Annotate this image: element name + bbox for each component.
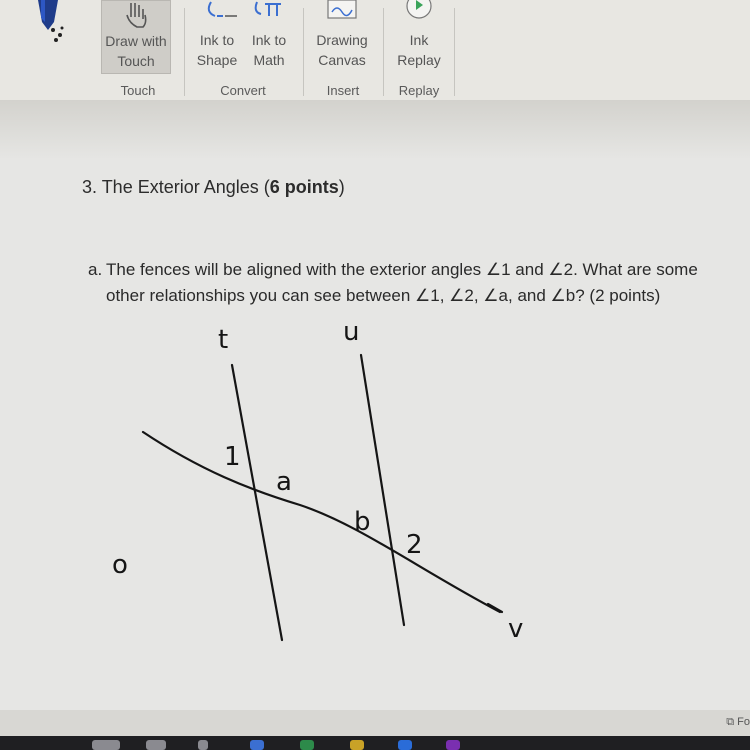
group-label-touch: Touch bbox=[120, 83, 156, 98]
line-u bbox=[361, 355, 404, 625]
group-label-convert: Convert bbox=[220, 83, 266, 98]
label-2: 2 bbox=[406, 530, 423, 560]
ink-to-math-line1: Ink to bbox=[251, 32, 287, 48]
drawing-canvas-line2: Canvas bbox=[318, 52, 366, 68]
group-label-replay: Replay bbox=[398, 83, 440, 98]
taskbar-app[interactable] bbox=[350, 740, 364, 750]
drawing-canvas-line1: Drawing bbox=[316, 32, 368, 48]
ink-replay-line2: Replay bbox=[397, 52, 441, 68]
focus-label[interactable]: ⧉ Fo bbox=[726, 716, 750, 728]
ink-to-math-line2: Math bbox=[253, 52, 285, 68]
line-v bbox=[143, 432, 500, 612]
label-u: u bbox=[343, 317, 360, 347]
ink-replay-line1: Ink bbox=[409, 32, 429, 48]
taskbar-app[interactable] bbox=[198, 740, 208, 750]
taskbar-app[interactable] bbox=[446, 740, 460, 750]
taskbar-app[interactable] bbox=[250, 740, 264, 750]
taskbar bbox=[0, 736, 750, 750]
ink-to-shape-line2: Shape bbox=[196, 52, 238, 68]
question-points: 6 points bbox=[269, 177, 339, 197]
group-label-insert: Insert bbox=[326, 83, 360, 98]
status-bar bbox=[0, 710, 750, 736]
question-title-close: ) bbox=[338, 177, 345, 197]
label-1: 1 bbox=[224, 442, 241, 472]
ink-to-shape-line1: Ink to bbox=[199, 32, 235, 48]
label-a: a bbox=[276, 467, 292, 497]
focus-text: Fo bbox=[737, 716, 750, 728]
question-title-text: 3. The Exterior Angles ( bbox=[82, 177, 270, 197]
taskbar-app[interactable] bbox=[146, 740, 166, 750]
line-v-tail bbox=[488, 604, 502, 612]
label-b: b bbox=[354, 507, 371, 537]
label-v: v bbox=[508, 614, 524, 644]
taskbar-app[interactable] bbox=[92, 740, 120, 750]
part-letter: a. bbox=[88, 260, 103, 279]
part-text: The fences will be aligned with the exterior angles ∠1 and ∠2. What are some other relationships you can see between ∠1, ∠2, ∠a, and ∠b? (2 points) bbox=[106, 260, 698, 305]
label-t: t bbox=[218, 325, 229, 355]
draw-with-touch-line2: Touch bbox=[117, 53, 155, 69]
label-o: o bbox=[112, 550, 128, 580]
taskbar-app[interactable] bbox=[300, 740, 314, 750]
taskbar-app[interactable] bbox=[398, 740, 412, 750]
line-t bbox=[232, 365, 282, 640]
draw-with-touch-line1: Draw with bbox=[105, 33, 167, 49]
